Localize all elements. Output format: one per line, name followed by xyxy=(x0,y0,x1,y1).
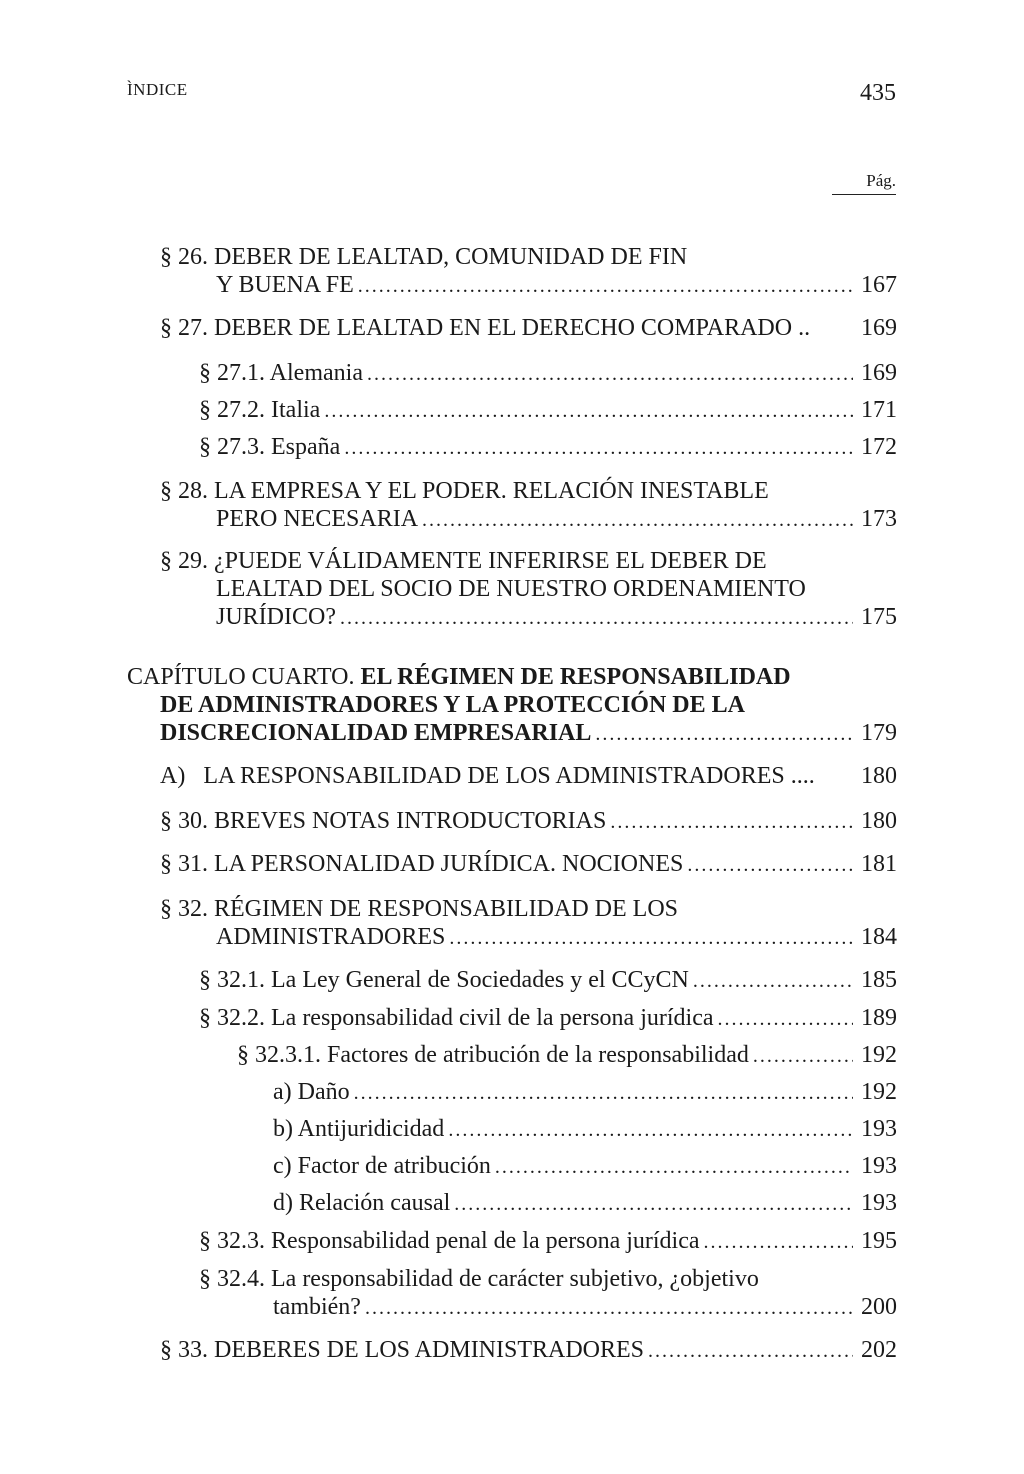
toc-entry-line: § 32.1. La Ley General de Sociedades y el CCyCN xyxy=(199,967,689,993)
toc-entry xyxy=(160,314,897,342)
dot-leader xyxy=(687,851,853,879)
toc-entry-line: § 27.2. Italia xyxy=(199,397,321,423)
toc-entry xyxy=(199,966,897,995)
toc-entry-page: 180 xyxy=(861,808,897,834)
toc-entry-line: § 29. ¿PUEDE VÁLIDAMENTE INFERIRSE EL DEBER DE xyxy=(160,548,767,574)
toc-entry-page: 169 xyxy=(861,360,897,386)
toc-entry-line: § 26. DEBER DE LEALTAD, COMUNIDAD DE FIN xyxy=(160,244,688,270)
toc-entry xyxy=(199,359,897,388)
toc-entry-line: § 32. RÉGIMEN DE RESPONSABILIDAD DE LOS xyxy=(160,896,679,922)
dot-leader xyxy=(365,1294,853,1322)
toc-entry-line: § 27.1. Alemania xyxy=(199,360,363,386)
toc-entry-line: también? xyxy=(273,1294,361,1320)
toc-entry xyxy=(160,477,897,534)
dot-leader xyxy=(595,720,853,748)
toc-entry-page: 193 xyxy=(861,1190,897,1216)
toc-entry-line: § 33. DEBERES DE LOS ADMINISTRADORES xyxy=(160,1337,645,1363)
dot-leader xyxy=(358,272,853,300)
toc-entry-page: 195 xyxy=(861,1228,897,1254)
toc-entry-page: 169 xyxy=(861,315,897,341)
toc-entry-line: d) Relación causal xyxy=(273,1190,451,1216)
toc-entry xyxy=(199,1004,897,1033)
toc-entry xyxy=(273,1078,897,1107)
toc-entry-line: § 32.3. Responsabilidad penal de la persona jurídica xyxy=(199,1228,700,1254)
page-column-label: Pág. xyxy=(832,171,896,195)
toc-entry-page: 189 xyxy=(861,1005,897,1031)
toc-entry-line: ADMINISTRADORES xyxy=(216,924,446,950)
dot-leader xyxy=(648,1337,853,1365)
dot-leader xyxy=(704,1228,853,1256)
toc-entry-page: 184 xyxy=(861,924,897,950)
toc-entry xyxy=(160,547,897,632)
dot-leader xyxy=(354,1079,853,1107)
toc-entry-page: 172 xyxy=(861,434,897,460)
toc-entry xyxy=(273,1189,897,1218)
toc-entry xyxy=(199,1265,897,1322)
toc-entry-page: 167 xyxy=(861,272,897,298)
toc-entry-line: Y BUENA FE xyxy=(216,272,354,298)
toc-entry-page: 202 xyxy=(861,1337,897,1363)
toc-entry xyxy=(199,1227,897,1256)
toc-entry-page: 180 xyxy=(861,763,897,789)
toc-entry-line: § 32.4. La responsabilidad de carácter subjetivo, ¿objetivo xyxy=(199,1266,759,1292)
running-title: ÌNDICE xyxy=(127,80,188,99)
toc-entry-line: § 27.3. España xyxy=(199,434,341,460)
toc-entry xyxy=(160,762,897,790)
toc-entry-line: § 31. LA PERSONALIDAD JURÍDICA. NOCIONES xyxy=(160,851,684,877)
dot-leader xyxy=(454,1190,853,1218)
toc-entry-line: § 32.2. La responsabilidad civil de la persona jurídica xyxy=(199,1005,714,1031)
dot-leader xyxy=(610,808,853,836)
chapter-title: EL RÉGIMEN DE RESPONSABILIDAD xyxy=(360,664,791,690)
toc-entry xyxy=(160,850,897,879)
toc-entry-line: § 28. LA EMPRESA Y EL PODER. RELACIÓN INESTABLE xyxy=(160,478,769,504)
toc-entry-page: 193 xyxy=(861,1153,897,1179)
toc-entry-page: 181 xyxy=(861,851,897,877)
page-number: 435 xyxy=(860,80,896,106)
toc-entry-page: 173 xyxy=(861,506,897,532)
dot-leader xyxy=(340,604,853,632)
dot-leader xyxy=(495,1153,853,1181)
toc-entry-line: LEALTAD DEL SOCIO DE NUESTRO ORDENAMIENTO xyxy=(216,576,806,602)
dot-leader xyxy=(753,1042,853,1070)
toc-entry xyxy=(273,1152,897,1181)
dot-leader xyxy=(718,1005,853,1033)
toc-entry-line: PERO NECESARIA xyxy=(216,506,419,532)
toc-entry-line: § 32.3.1. Factores de atribución de la responsabilidad xyxy=(237,1042,749,1068)
dot-leader xyxy=(367,360,853,388)
toc-entry xyxy=(273,1115,897,1144)
toc-entry xyxy=(199,396,897,425)
toc-entry-page: 185 xyxy=(861,967,897,993)
toc-entry xyxy=(160,243,897,300)
dot-leader xyxy=(422,506,853,534)
dot-leader xyxy=(449,924,853,952)
toc-entry xyxy=(237,1041,897,1070)
chapter-entry xyxy=(127,663,897,748)
toc-entry-page: 192 xyxy=(861,1079,897,1105)
toc-entry-line: § 30. BREVES NOTAS INTRODUCTORIAS xyxy=(160,808,607,834)
chapter-title: DE ADMINISTRADORES Y LA PROTECCIÓN DE LA xyxy=(160,692,745,718)
toc-entry-line: JURÍDICO? xyxy=(216,604,336,630)
dot-leader xyxy=(448,1116,853,1144)
dot-leader xyxy=(344,434,853,462)
chapter-prefix: CAPÍTULO CUARTO. xyxy=(127,664,361,690)
toc-entry xyxy=(160,807,897,836)
toc-entry-line: b) Antijuridicidad xyxy=(273,1116,445,1142)
toc-entry xyxy=(199,433,897,462)
dot-leader xyxy=(324,397,853,425)
toc-entry-page: 193 xyxy=(861,1116,897,1142)
chapter-title: DISCRECIONALIDAD EMPRESARIAL xyxy=(160,720,592,746)
dot-leader xyxy=(693,967,853,995)
toc-entry-line: A) LA RESPONSABILIDAD DE LOS ADMINISTRADORES .... xyxy=(160,763,815,789)
toc-entry xyxy=(160,895,897,952)
toc-entry-page: 179 xyxy=(861,720,897,746)
toc-entry xyxy=(160,1336,897,1365)
toc-entry-line: § 27. DEBER DE LEALTAD EN EL DERECHO COMPARADO .. xyxy=(160,315,811,341)
toc-entry-line: c) Factor de atribución xyxy=(273,1153,491,1179)
toc-entry-page: 192 xyxy=(861,1042,897,1068)
toc-entry-line: a) Daño xyxy=(273,1079,350,1105)
toc-entry-page: 171 xyxy=(861,397,897,423)
toc-entry-page: 200 xyxy=(861,1294,897,1320)
toc-entry-page: 175 xyxy=(861,604,897,630)
